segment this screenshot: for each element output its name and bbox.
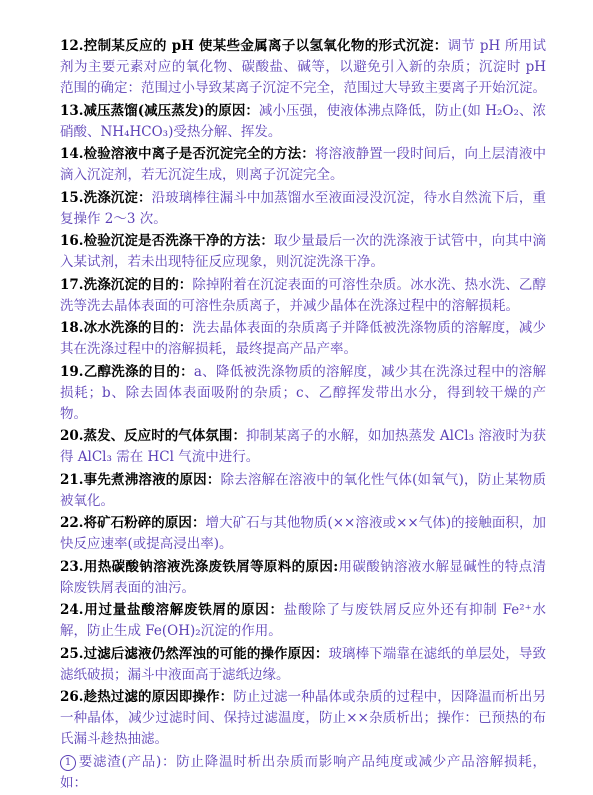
item-question: 19.乙醇洗涤的目的： [60,363,194,380]
list-item [60,644,546,686]
item-question: 21.事先煮沸溶液的原因： [60,471,221,488]
item-question: 14.检验溶液中离子是否沉淀完全的方法： [60,146,315,162]
item-answer: 抑制某离子的水解，如加热蒸发 AlCl₃ 溶液时为获得 AlCl₃ 需在 HCl 气流中进行。 [60,428,546,465]
item-question: 17.洗涤沉淀的目的： [60,276,193,293]
item-question: 18.冰水洗涤的目的： [60,320,193,336]
list-item [60,101,546,143]
list-item [60,600,546,642]
item-answer: 除去溶解在溶液中的氧化性气体(如氧气)，防止某物质被氧化。 [60,471,546,509]
item-list [60,36,546,750]
item-question: 15.洗涤沉淀： [60,189,152,206]
item-answer: 防止过滤一种晶体或杂质的过程中，因降温而析出另一种晶体，减少过滤时间、保持过滤温度，防止××杂质析出；操作：已预热的布氏漏斗趁热抽滤。 [60,689,546,747]
document-page [60,36,546,795]
list-item [60,557,546,599]
item-question: 12.控制某反应的 pH 使某些金属离子以氢氧化物的形式沉淀： [60,38,448,54]
item-question: 13.减压蒸馏(减压蒸发)的原因： [60,102,259,119]
item-answer: 洗去晶体表面的杂质离子并降低被洗涤物质的溶解度，减少其在洗涤过程中的溶解损耗，最终提高产品产率。 [60,320,546,357]
item-answer: 减小压强，使液体沸点降低，防止(如 H₂O₂、浓硝酸、NH₄HCO₃)受热分解、挥发。 [60,102,546,140]
item-question: 22.将矿石粉碎的原因： [60,515,206,531]
sub-item [60,752,546,794]
item-answer: 沿玻璃棒往漏斗中加蒸馏水至液面浸没沉淀，待水自然流下后，重复操作 2～3 次。 [60,189,546,227]
list-item [60,513,546,555]
list-item [60,470,546,512]
item-answer: 盐酸除了与废铁屑反应外还有抑制 Fe²⁺水解，防止生成 Fe(OH)₂沉淀的作用。 [60,602,546,639]
item-question: 16.检验沉淀是否洗涤干净的方法： [60,233,275,249]
list-item [60,687,546,750]
list-item [60,144,546,186]
item-answer: 增大矿石与其他物质(××溶液或××气体)的接触面积，加快反应速率(或提高浸出率)。 [60,515,546,552]
item-question: 24.用过量盐酸溶解废铁屑的原因： [60,602,284,618]
list-item [60,318,546,360]
item-question: 26.趁热过滤的原因即操作： [60,689,234,705]
item-question: 23.用热碳酸钠溶液洗涤废铁屑等原料的原因: [60,558,339,575]
list-item [60,426,546,468]
list-item [60,231,546,273]
item-answer: 除掉附着在沉淀表面的可溶性杂质。冰水洗、热水洗、乙醇洗等洗去晶体表面的可溶性杂质离子，并减少晶体在洗涤过程中的溶解损耗。 [60,276,546,314]
list-item [60,362,546,425]
item-question: 25.过滤后滤液仍然浑浊的可能的操作原因： [60,645,329,662]
item-answer: 调节 pH 所用试剂为主要元素对应的氧化物、碳酸盐、碱等，以避免引入新的杂质；沉淀时 pH 范围的确定：范围过小导致某离子沉淀不完全，范围过大导致主要离子开始沉淀。 [60,38,546,96]
item-answer: 将溶液静置一段时间后，向上层清液中滴入沉淀剂，若无沉淀生成，则离子沉淀完全。 [60,146,546,183]
list-item [60,36,546,99]
item-answer: 玻璃棒下端靠在滤纸的单层处，导致滤纸破损；漏斗中液面高于滤纸边缘。 [60,645,546,683]
item-answer: 用碳酸钠溶液水解显碱性的特点清除废铁屑表面的油污。 [60,558,546,596]
item-answer: 取少量最后一次的洗涤液于试管中，向其中滴入某试剂，若未出现特征反应现象，则沉淀洗涤干净。 [60,233,546,270]
item-question: 20.蒸发、反应时的气体氛围： [60,428,246,444]
item-answer: a、降低被洗涤物质的溶解度，减少其在洗涤过程中的溶解损耗；b、除去固体表面吸附的杂质；c、乙醇挥发带出水分，得到较干燥的产物。 [60,363,546,422]
circled-number-marker: 1 [60,755,76,771]
sub-item-answer: 要滤渣(产品)：防止降温时析出杂质而影响产品纯度或减少产品溶解损耗，如： [60,753,546,791]
list-item [60,275,546,317]
list-item [60,188,546,230]
